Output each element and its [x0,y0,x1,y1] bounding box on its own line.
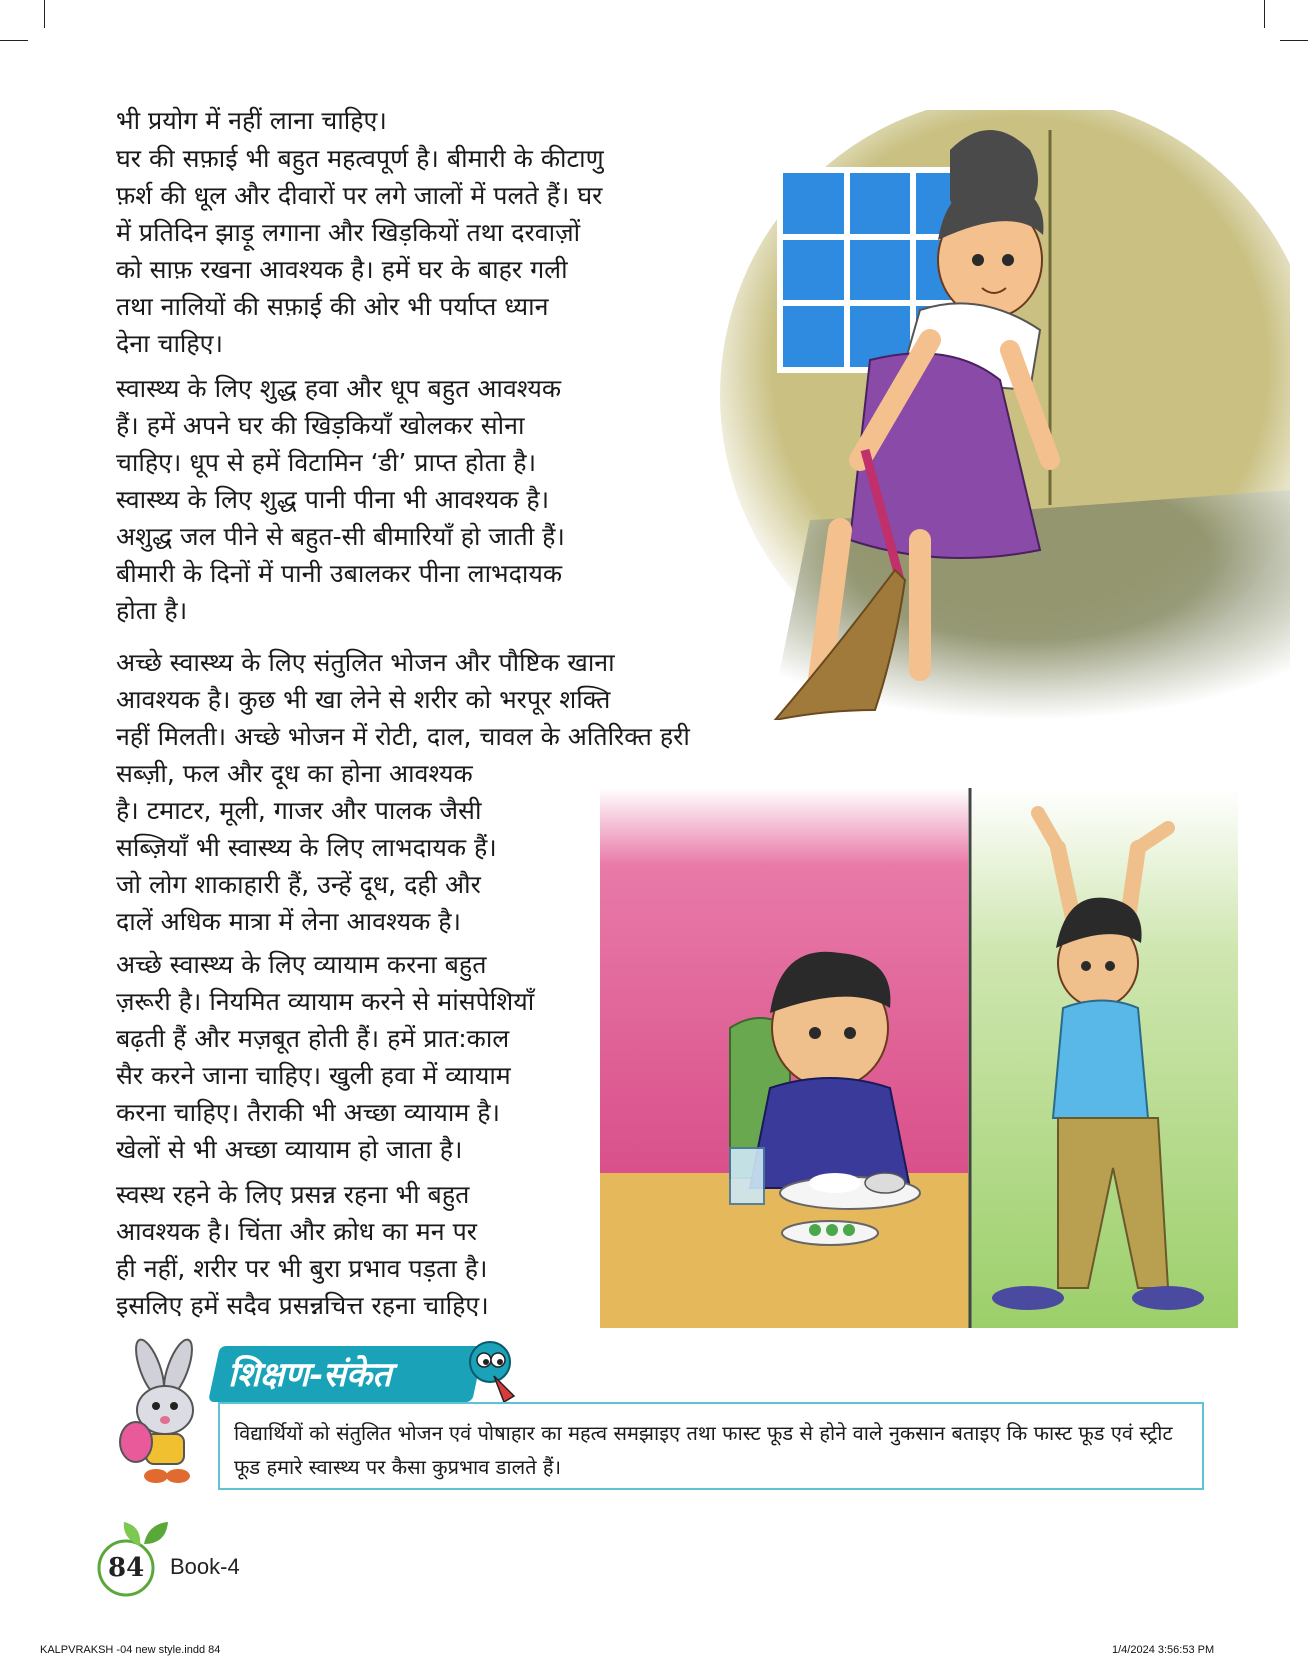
text-line: बढ़ती हैं और मज़बूत होती हैं। हमें प्रात:काल [116,1024,510,1053]
text-line: ज़रूरी है। नियमित व्यायाम करने से मांसपेशियाँ [116,987,535,1016]
text-line: सब्ज़ी, फल और दूध का होना आवश्यक [116,759,473,788]
text-line: अच्छे स्वास्थ्य के लिए संतुलित भोजन और पौष्टिक खाना [116,648,615,677]
text-line: जो लोग शाकाहारी हैं, उन्हें दूध, दही और [116,870,481,899]
text-line: घर की सफ़ाई भी बहुत महत्वपूर्ण है। बीमारी के कीटाणु [116,144,604,173]
text-line: बीमारी के दिनों में पानी उबालकर पीना लाभदायक [116,559,563,588]
pencil-mascot-icon [462,1336,532,1406]
paragraph-exercise [116,946,534,1168]
text-line: आवश्यक है। कुछ भी खा लेने से शरीर को भरपूर शक्ति [116,685,611,714]
text-line: भी प्रयोग में नहीं लाना चाहिए। [116,106,387,135]
text-line: स्वास्थ्य के लिए शुद्ध हवा और धूप बहुत आवश्यक [116,374,562,403]
text-line: खेलों से भी अच्छा व्यायाम हो जाता है। [116,1135,463,1164]
text-line: सैर करने जाना चाहिए। खुली हवा में व्यायाम [116,1061,511,1090]
teaching-tip-title: शिक्षण-संकेत [228,1355,392,1395]
paragraph-happiness [116,1176,489,1324]
rabbit-mascot-icon [110,1338,210,1488]
text-line: चाहिए। धूप से हमें विटामिन ‘डी’ प्राप्त होता है। [116,448,537,477]
crop-mark [1264,0,1265,28]
girl-sweeping-illustration [690,110,1290,720]
print-file-name: KALPVRAKSH -04 new style.indd 84 [40,1644,221,1656]
page-number: 84 [108,1553,145,1583]
text-line: इसलिए हमें सदैव प्रसन्नचित्त रहना चाहिए। [116,1291,489,1320]
text-line: स्वस्थ रहने के लिए प्रसन्न रहना भी बहुत [116,1180,470,1209]
text-line: हैं। हमें अपने घर की खिड़कियाँ खोलकर सोना [116,411,525,440]
teaching-tip-box [218,1402,1204,1490]
text-line: दालें अधिक मात्रा में लेना आवश्यक है। [116,907,462,936]
text-line: अच्छे स्वास्थ्य के लिए व्यायाम करना बहुत [116,950,487,979]
crop-mark [44,0,45,28]
text-line: को साफ़ रखना आवश्यक है। हमें घर के बाहर गली [116,255,568,284]
paragraph-air-water [116,370,565,629]
text-line: फ़र्श की धूल और दीवारों पर लगे जालों में पलते हैं। घर [116,181,603,210]
boy-exercising-illustration [968,788,1238,1328]
paragraph-balanced-diet [116,644,690,940]
text-line: अशुद्ध जल पीने से बहुत-सी बीमारियाँ हो जाती हैं। [116,522,565,551]
text-line: नहीं मिलती। अच्छे भोजन में रोटी, दाल, चावल के अतिरिक्त हरी [116,722,690,751]
text-line: होता है। [116,596,188,625]
book-label: Book-4 [170,1554,240,1579]
text-line: सब्ज़ियाँ भी स्वास्थ्य के लिए लाभदायक हैं। [116,833,497,862]
paragraph-intro-line [116,102,387,139]
text-line: स्वास्थ्य के लिए शुद्ध पानी पीना भी आवश्यक है। [116,485,550,514]
text-line: ही नहीं, शरीर पर भी बुरा प्रभाव पड़ता है। [116,1254,488,1283]
text-line: आवश्यक है। चिंता और क्रोध का मन पर [116,1217,478,1246]
crop-mark [1280,40,1308,41]
crop-mark [0,40,28,41]
text-line: है। टमाटर, मूली, गाजर और पालक जैसी [116,796,482,825]
text-line: तथा नालियों की सफ़ाई की ओर भी पर्याप्त ध्यान [116,292,549,321]
text-line: करना चाहिए। तैराकी भी अच्छा व्यायाम है। [116,1098,501,1127]
teaching-tip-text: विद्यार्थियों को संतुलित भोजन एवं पोषाहार का महत्व समझाइए तथा फास्ट फूड से होने वाले नुकसान बताइए कि फास्ट फूड एवं स्ट्रीट फूड हमारे स्वास्थ्य पर कैसा कुप्रभाव डालते हैं। [234,1421,1173,1479]
text-line: देना चाहिए। [116,329,223,358]
text-line: में प्रतिदिन झाड़ू लगाना और खिड़कियों तथा दरवाज़ों [116,218,581,247]
paragraph-house-cleaning [116,140,604,362]
leaf-icon [144,1522,168,1544]
print-timestamp: 1/4/2024 3:56:53 PM [1112,1644,1215,1656]
